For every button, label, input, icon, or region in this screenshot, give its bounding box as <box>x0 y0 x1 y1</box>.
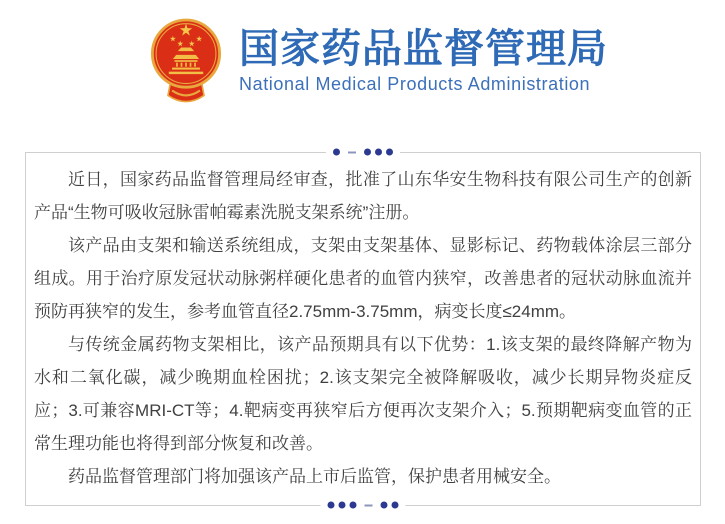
article-paragraph-1: 近日，国家药品监督管理局经审查，批准了山东华安生物科技有限公司生产的创新产品“生物可吸收冠脉雷帕霉素洗脱支架系统”注册。 <box>34 170 692 222</box>
dash-icon <box>365 504 373 506</box>
site-title-chinese: 国家药品监督管理局 <box>239 27 608 71</box>
article-body <box>26 153 700 493</box>
site-title-block <box>239 26 608 96</box>
article-paragraph-4: 药品监督管理部门将加强该产品上市后监管，保护患者用械安全。 <box>68 467 561 486</box>
site-logo-link[interactable] <box>145 17 608 105</box>
site-header <box>0 0 725 130</box>
article-paragraph-3: 与传统金属药物支架相比，该产品预期具有以下优势：1.该支架的最终降解产物为水和二氧化碳，减少晚期血栓困扰；2.该支架完全被降解吸收，减少长期异物炎症反应；3.可兼容MRI-CT等；4.靶病变再狭窄后方便再次支架介入；5.预期靶病变血管的正常生理功能也将得到部分恢复和改善。 <box>34 335 692 453</box>
dot-group-icon <box>381 502 399 509</box>
dot-group-icon <box>364 149 393 156</box>
dot-group-icon <box>328 502 357 509</box>
site-title-english: National Medical Products Administration <box>239 74 591 94</box>
article-content-box <box>25 152 701 506</box>
bottom-divider-dots-ornament <box>321 502 406 509</box>
top-divider-dots-ornament <box>326 149 400 156</box>
china-national-emblem-icon <box>145 17 227 105</box>
dash-icon <box>348 151 356 153</box>
article-paragraph-2: 该产品由支架和输送系统组成，支架由支架基体、显影标记、药物载体涂层三部分组成。用于治疗原发冠状动脉粥样硬化患者的血管内狭窄，改善患者的冠状动脉血流并预防再狭窄的发生，参考血管直径2.75mm-3.75mm，病变长度≤24mm。 <box>34 236 692 321</box>
dot-icon <box>333 149 340 156</box>
